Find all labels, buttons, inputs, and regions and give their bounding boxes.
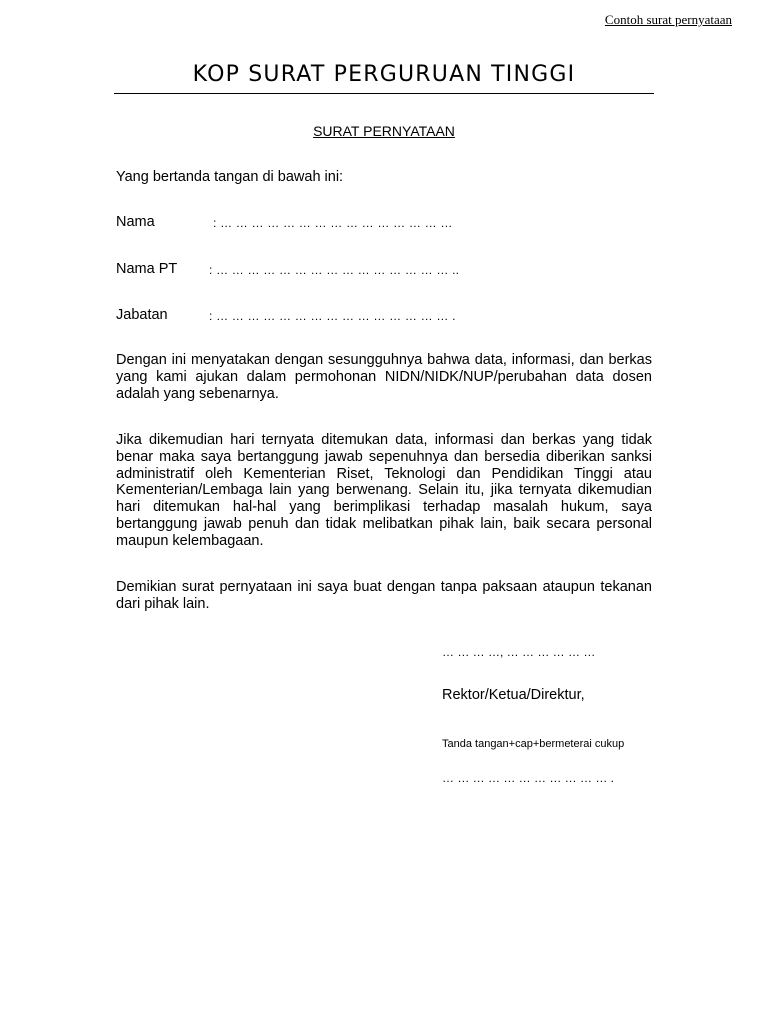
intro-text: Yang bertanda tangan di bawah ini:	[116, 169, 344, 185]
field-value-nama: : … … … … … … … … … … … … … … …	[213, 216, 453, 230]
field-value-nama-pt: : … … … … … … … … … … … … … … … ..	[209, 263, 460, 277]
place-date-line: … … … …, … … … … … …	[442, 645, 596, 659]
signatory-position: Rektor/Ketua/Direktur,	[442, 687, 585, 703]
field-value-jabatan: : … … … … … … … … … … … … … … … .	[209, 309, 456, 323]
field-label-jabatan: Jabatan	[116, 307, 168, 323]
document-title: SURAT PERNYATAAN	[313, 123, 455, 139]
signature-note: Tanda tangan+cap+bermeterai cukup	[442, 738, 625, 750]
statement-paragraph: Dengan ini menyatakan dengan sesungguhnya bahwa data, informasi, dan berkas yang kami ajukan dalam permohonan NIDN/NIDK/NUP/perubahan data dosen adalah yang sebenarnya.	[116, 352, 652, 402]
liability-paragraph: Jika dikemudian hari ternyata ditemukan data, informasi dan berkas yang tidak benar maka saya bertanggung jawab sepenuhnya dan bersedia diberikan sanksi administratif oleh Kementerian Riset, Teknologi dan Pendidikan Tinggi atau Kementerian/Lembaga lain yang berwenang. Selain itu, jika ternyata dikemudian hari ditemukan hal-hal yang berimplikasi terhadap masalah hukum, saya bertanggung jawab penuh dan tidak melibatkan pihak lain, baik secara personal maupun kelembagaan.	[116, 432, 652, 549]
letterhead-title: KOP SURAT PERGURUAN TINGGI	[192, 62, 576, 87]
letterhead-divider	[114, 93, 654, 94]
closing-paragraph: Demikian surat pernyataan ini saya buat dengan tanpa paksaan ataupun tekanan dari pihak lain.	[116, 579, 652, 612]
field-label-nama: Nama	[116, 214, 155, 230]
example-note: Contoh surat pernyataan	[604, 12, 732, 27]
signatory-name-line: … … … … … … … … … … … .	[442, 771, 615, 785]
field-label-nama-pt: Nama PT	[116, 261, 178, 277]
